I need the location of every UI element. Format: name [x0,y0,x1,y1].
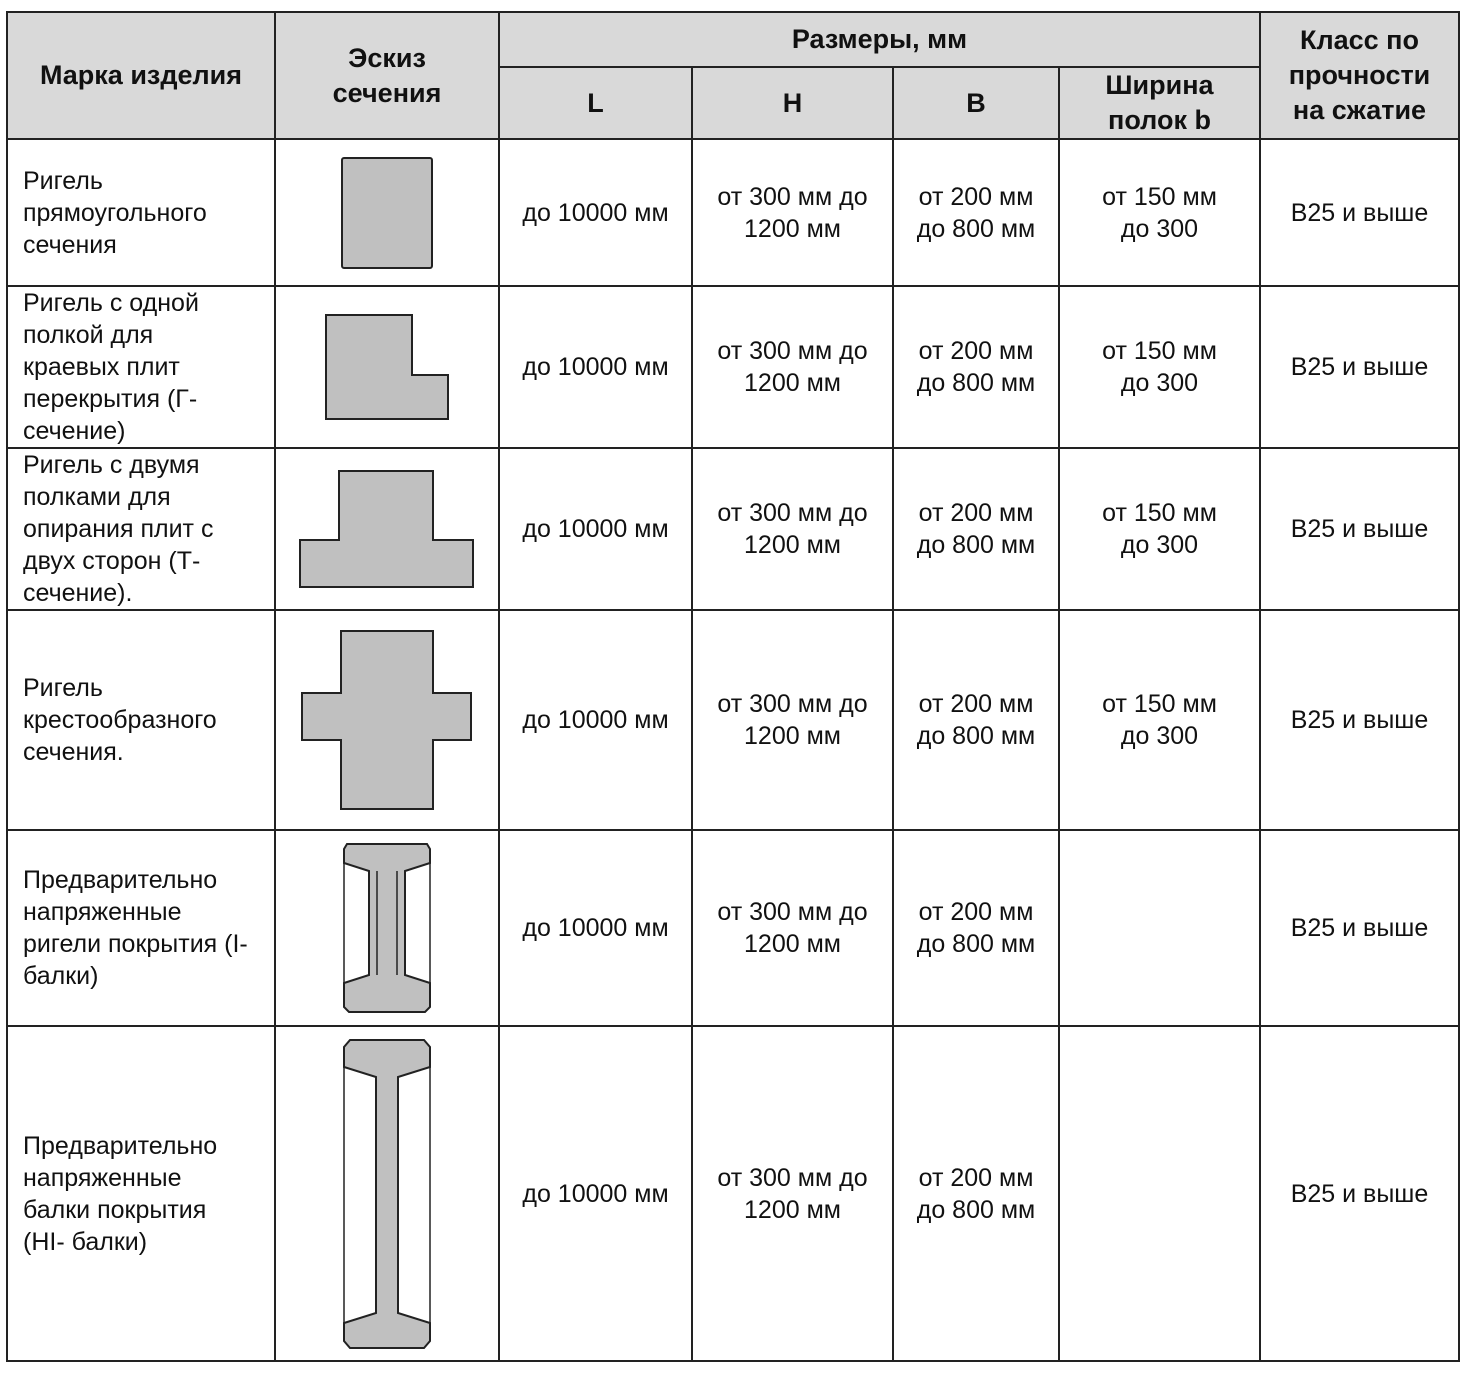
row-L: до 10000 мм [499,139,692,286]
table-row [7,610,1459,830]
row-B: от 200 мм до 800 мм [893,139,1059,286]
t-section-icon [297,468,477,590]
row-B: от 200 мм до 800 мм [893,1026,1059,1361]
table-row [7,139,1459,286]
row-flange-width [1059,830,1260,1026]
row-H: от 300 мм до 1200 мм [692,1026,893,1361]
row-B: от 200 мм до 800 мм [893,610,1059,830]
products-table [6,11,1460,1362]
i-beam-icon [339,841,435,1015]
row-strength-class: В25 и выше [1260,610,1459,830]
row-name: Ригель крестообразного сечения. [7,610,275,830]
table-row [7,1026,1459,1361]
row-flange-width: от 150 мм до 300 [1059,448,1260,610]
header-strength-class: Класс по прочности на сжатие [1260,12,1459,139]
table-row [7,830,1459,1026]
header-dimensions: Размеры, мм [499,12,1260,67]
row-strength-class: В25 и выше [1260,830,1459,1026]
header-L: L [499,67,692,139]
row-flange-width [1059,1026,1260,1361]
row-flange-width: от 150 мм до 300 [1059,610,1260,830]
cross-section-icon [299,628,475,812]
table-row [7,286,1459,448]
header-H: H [692,67,893,139]
row-H: от 300 мм до 1200 мм [692,139,893,286]
header-B: B [893,67,1059,139]
header-sketch: Эскиз сечения [275,12,499,139]
row-name: Ригель с двумя полками для опирания плит с двух сторон (Т-сечение). [7,448,275,610]
row-name: Ригель прямоугольного сечения [7,139,275,286]
header-mark: Марка изделия [7,12,275,139]
row-H: от 300 мм до 1200 мм [692,286,893,448]
row-strength-class: В25 и выше [1260,139,1459,286]
row-flange-width: от 150 мм до 300 [1059,286,1260,448]
row-B: от 200 мм до 800 мм [893,830,1059,1026]
row-L: до 10000 мм [499,448,692,610]
row-name: Предварительно напряженные ригели покрытия (I- балки) [7,830,275,1026]
row-H: от 300 мм до 1200 мм [692,610,893,830]
table-row [7,448,1459,610]
row-name: Ригель с одной полкой для краевых плит перекрытия (Г-сечение) [7,286,275,448]
row-L: до 10000 мм [499,830,692,1026]
l-section-icon [323,312,451,422]
row-name: Предварительно напряженные балки покрытия (HI- балки) [7,1026,275,1361]
row-strength-class: В25 и выше [1260,448,1459,610]
row-H: от 300 мм до 1200 мм [692,830,893,1026]
row-strength-class: В25 и выше [1260,286,1459,448]
row-L: до 10000 мм [499,286,692,448]
hi-beam-icon [340,1037,434,1351]
row-L: до 10000 мм [499,1026,692,1361]
row-flange-width: от 150 мм до 300 [1059,139,1260,286]
row-L: до 10000 мм [499,610,692,830]
row-B: от 200 мм до 800 мм [893,286,1059,448]
row-strength-class: В25 и выше [1260,1026,1459,1361]
row-H: от 300 мм до 1200 мм [692,448,893,610]
rectangular-section-icon [337,155,437,271]
row-B: от 200 мм до 800 мм [893,448,1059,610]
header-flange-width: Ширина полок b [1059,67,1260,139]
